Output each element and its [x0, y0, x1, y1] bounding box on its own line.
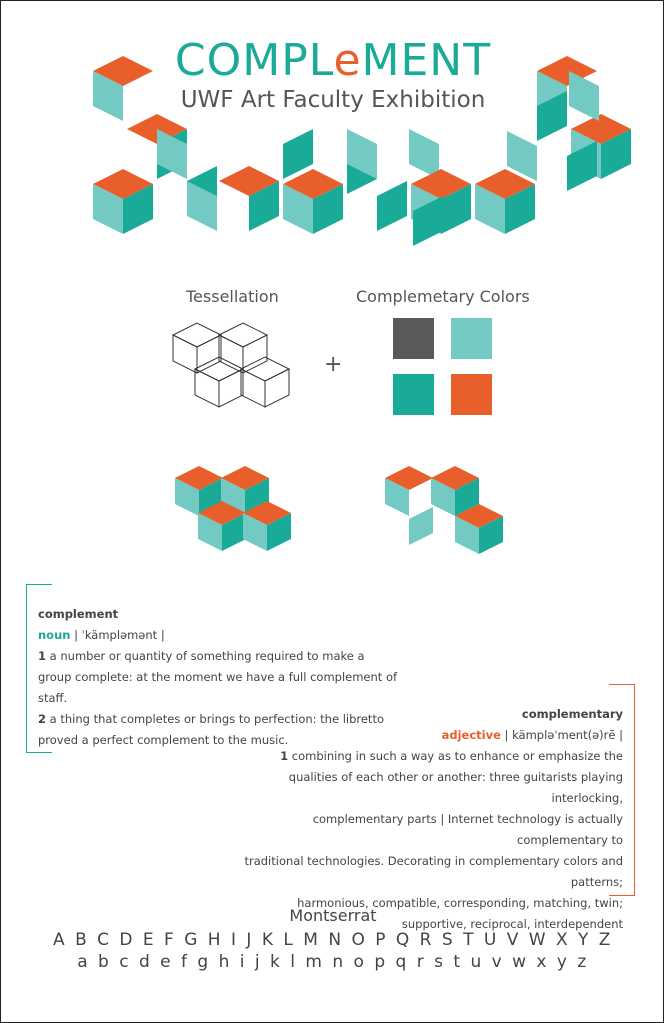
- tessellation-colored-solid: [171, 461, 295, 559]
- sense-line: qualities of each other or another: three guitarists playing interlocking,: [288, 770, 623, 805]
- definition-complementary: [233, 704, 623, 935]
- sense-text: a number or quantity of something required to make a: [46, 649, 365, 663]
- sense-text: combining in such a way as to enhance or emphasize the: [288, 749, 623, 763]
- pronunciation: | ˈkämpləmənt |: [70, 628, 165, 642]
- sense-line: traditional technologies. Decorating in complementary colors and patterns;: [244, 854, 623, 889]
- tessellation-label: Tessellation: [186, 287, 279, 306]
- sense-line: harmonious, compatible, corresponding, matching, twin;: [297, 896, 623, 910]
- exhibition-subtitle: UWF Art Faculty Exhibition: [180, 87, 486, 113]
- sense-number: 1: [38, 649, 47, 663]
- plus-sign: +: [324, 352, 343, 377]
- exhibition-title: [1, 35, 664, 87]
- alphabet-lowercase-letters: a b c d e f g h i j k l m n o p q r s t u v w x y z: [77, 952, 589, 972]
- title-part-end: MENT: [361, 35, 492, 86]
- tessellation-colored-split: [381, 461, 505, 559]
- swatch-orange: [451, 374, 492, 415]
- sense-text: a thing that completes or brings to perfection: the libretto: [46, 712, 384, 726]
- sense-line: group complete: at the moment we have a full complement of staff.: [38, 670, 398, 705]
- part-of-speech-noun: noun: [38, 628, 71, 642]
- pronunciation: | kämpləˈment(ə)rē |: [500, 728, 623, 742]
- swatch-gray: [393, 318, 434, 359]
- definition-word: complementary: [521, 707, 623, 721]
- part-of-speech-adjective: adjective: [441, 728, 501, 742]
- complementary-colors-label: Complemetary Colors: [356, 287, 530, 306]
- alphabet-uppercase: [1, 930, 664, 950]
- tessellation-outline-diagram: [171, 319, 293, 414]
- title-accent-letter: e: [333, 35, 362, 86]
- alphabet-uppercase-letters: A B C D E F G H I J K L M N O P Q R S T U V W X Y Z: [53, 930, 613, 950]
- sense-line: complementary parts | Internet technology is actually complementary to: [312, 812, 623, 847]
- sense-line: [38, 646, 418, 667]
- sense-line: proved a perfect complement to the music.: [38, 733, 289, 747]
- typeface-name: Montserrat: [289, 906, 377, 925]
- swatch-light-teal: [451, 318, 492, 359]
- sense-line: [233, 746, 623, 767]
- title-part-start: COMPL: [174, 35, 334, 86]
- swatch-teal: [393, 374, 434, 415]
- definition-word: complement: [38, 607, 119, 621]
- definition-pos-line: [38, 625, 418, 646]
- sense-number: 1: [280, 749, 289, 763]
- alphabet-lowercase: [1, 952, 664, 972]
- sense-line: supportive, reciprocal, interdependent: [401, 917, 623, 931]
- definition-pos-line: [233, 725, 623, 746]
- sense-number: 2: [38, 712, 47, 726]
